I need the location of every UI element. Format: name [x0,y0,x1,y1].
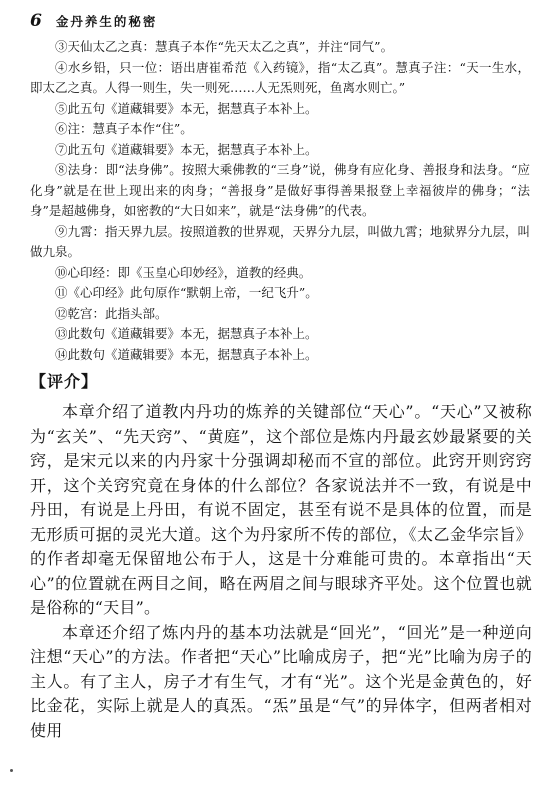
note-4: ④水乡铅，只一位：语出唐崔希范《入药镜》，指“太乙真”。慧真子注：“天一生水，即太乙之真。人得一则生，失一则死……人无炁则死，鱼离水则亡。” [30,59,530,95]
note-12: ⑫乾宫：此指头部。 [55,305,168,321]
note-13: ⑬此数句《道藏辑要》本无，据慧真子本补上。 [55,326,318,341]
note-3: ③天仙太乙之真：慧真子本作“先天太乙之真”，并注“同气”。 [55,39,394,54]
commentary-body [30,400,532,743]
note-10: ⑩心印经：即《玉皇心印妙经》，道教的经典。 [55,264,312,280]
scan-speck [10,769,13,772]
paragraph: 本章介绍了道教内丹功的炼养的关键部位“天心”。“天心”又被称为“玄关”、“先天窍”、“黄庭”，这个部位是炼内丹最玄妙最紧要的关窍，是宋元以来的内丹家十分强调却秘而不宣的部位。此窍开则窍窍开，这个关窍究竟在身体的什么部位？各家说法并不一致，有说是中丹田，有说是上丹田，有说不固定，甚至有说不是具体的位置，而是无形质可据的灵光大道。这个为丹家所不传的部位，《太乙金华宗旨》的作者却毫无保留地公布于人，这是十分难能可贵的。本章指出“天心”的位置就在两目之间，略在两眉之间与眼球齐平处。这个位置也就是俗称的“天目”。 [30,402,532,617]
note-8: ⑧法身：即“法身佛”。按照大乘佛教的“三身”说，佛身有应化身、善报身和法身。“应化身”就是在世上现出来的肉身；“善报身”是做好事得善果报登上幸福彼岸的佛身；“法身”是超越佛身，如密教的“大日如来”，就是“法身佛”的代表。 [30,162,530,218]
footnotes [30,37,530,365]
note-7: ⑦此五句《道藏辑要》本无，据慧真子本补上。 [55,141,318,157]
section-title: 【评介】 [30,372,99,391]
running-title: 金丹养生的秘密 [55,14,158,29]
note-6: ⑥注：慧真子本作“住”。 [55,121,193,136]
page-number: 6 [30,11,42,31]
page-header [30,11,157,35]
note-11: ⑪《心印经》此句原作“默朝上帝，一纪飞升”。 [55,285,318,300]
paragraph: 本章还介绍了炼内丹的基本功法就是“回光”，“回光”是一种逆向注想“天心”的方法。作者把“天心”比喻成房子，把“光”比喻为房子的主人。有了主人，房子才有生气，才有“光”。这个光是金黄色的，好比金花，实际上就是人的真炁。“炁”虽是“气”的异体字，但两者相对使用 [30,622,532,740]
note-14: ⑭此数句《道藏辑要》本无，据慧真子本补上。 [55,346,318,362]
note-5: ⑤此五句《道藏辑要》本无，据慧真子本补上。 [55,100,318,116]
note-9: ⑨九霄：指天界九层。按照道教的世界观，天界分九层，叫做九霄；地狱界分九层，叫做九泉。 [30,223,531,259]
